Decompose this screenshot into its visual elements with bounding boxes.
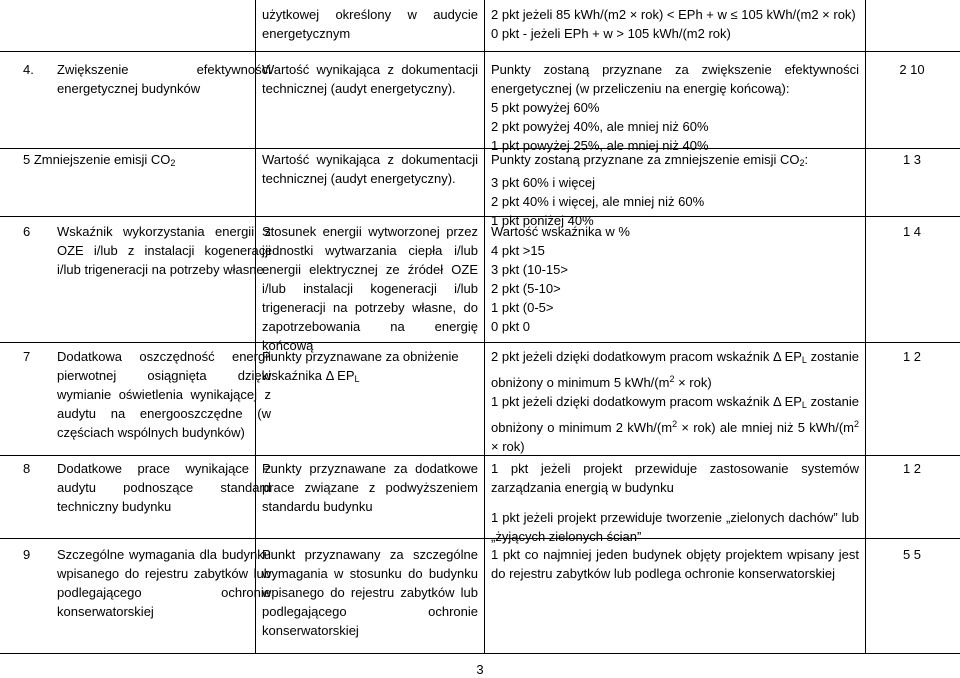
row-divider	[0, 342, 960, 343]
scoring-rules	[491, 347, 859, 456]
criterion-number: 8	[23, 461, 31, 476]
scoring-rules	[491, 545, 859, 583]
points-range: 1 3	[902, 152, 922, 167]
points-range: 1 4	[902, 224, 922, 239]
criterion-number: 9	[23, 547, 31, 562]
criterion-number: 5	[23, 152, 31, 167]
column-divider	[865, 0, 866, 653]
scoring-line: 1 pkt jeżeli dzięki dodatkowym pracom wskaźnik Δ $EP_L$ zostanie obniżony o minimum 2 kWh/$(m^2 \times rok)$ ale mniej niż 5 kWh/$(m^2 \times rok)$	[491, 394, 859, 454]
column-divider	[484, 0, 485, 653]
criterion-title: Szczególne wymagania dla budynku wpisanego do rejestru zabytków lub podlegającego ochronie konserwatorskiej	[57, 547, 271, 619]
points-range: 5 5	[902, 547, 922, 562]
criterion-title: Zmniejszenie emisji $CO_2$	[33, 152, 176, 168]
scoring-line: 2 pkt powyżej 40%, ale mniej niż 60%	[491, 119, 709, 134]
scoring-line: Punkty zostaną przyznane za zwiększenie efektywności energetycznej (w przeliczeniu na energię końcową):	[491, 62, 859, 96]
scoring-line: 3 pkt (10-15>	[491, 262, 568, 277]
criterion-definition	[262, 222, 478, 355]
scoring-rules	[491, 222, 859, 336]
points-range: 1 2	[902, 349, 922, 364]
criterion-number: 4.	[23, 62, 34, 77]
scoring-line: 2 pkt (5-10>	[491, 281, 561, 296]
scoring-line: Wartość wskaźnika w %	[491, 224, 630, 239]
scoring-rules	[491, 5, 859, 43]
criterion-name	[23, 150, 253, 173]
criterion-number: 7	[23, 349, 31, 364]
definition-text: Punkty przyznawane za dodatkowe prace związane z podwyższeniem standardu budynku	[262, 461, 478, 514]
scoring-line: 4 pkt >15	[491, 243, 545, 258]
definition-text: Wartość wynikająca z dokumentacji technicznej (audyt energetyczny).	[262, 152, 478, 186]
scoring-line: 1 pkt co najmniej jeden budynek objęty projektem wpisany jest do rejestru zabytków lub podlega ochronie konserwatorskiej	[491, 547, 859, 581]
criterion-definition	[262, 459, 478, 516]
scoring-line: Punkty zostaną przyznane za zmniejszenie emisji $CO_2$:	[491, 152, 809, 168]
scoring-line: 1 pkt (0-5>	[491, 300, 554, 315]
criterion-title: Wskaźnik wykorzystania energii z OZE i/lub z instalacji kogeneracji i/lub trigeneracji na potrzeby własne	[57, 224, 271, 277]
criterion-definition	[262, 5, 478, 43]
scoring-line: 1 pkt jeżeli projekt przewiduje zastosowanie systemów zarządzania energią w budynku	[491, 461, 859, 495]
scoring-line: 5 pkt powyżej 60%	[491, 100, 600, 115]
scoring-rules	[491, 459, 859, 546]
page-number: 3	[476, 662, 484, 677]
criterion-title: Dodatkowe prace wynikające z audytu podnoszące standard techniczny budynku	[57, 461, 271, 514]
row-divider	[0, 653, 960, 654]
scoring-line: 0 pkt - jeżeli EPh + w > 105 kWh/(m2 rok)	[491, 26, 731, 41]
definition-text: Wartość wynikająca z dokumentacji technicznej (audyt energetyczny).	[262, 62, 478, 96]
scoring-line: 1 pkt poniżej 40%	[491, 213, 594, 228]
criterion-title: Dodatkowa oszczędność energii pierwotnej osiągnięta dzięki wymianie oświetlenia wynikającej z audytu na energooszczędne (w częściach wspólnych budynków)	[57, 349, 271, 440]
scoring-line: 1 pkt powyżej 25%, ale mniej niż 40%	[491, 138, 709, 153]
definition-text: Punkt przyznawany za szczególne wymagania w stosunku do budynku wpisanego do rejestru zabytków lub podlegającego ochronie konserwatorskiej	[262, 547, 478, 638]
points-range: 2 10	[899, 62, 925, 77]
criterion-definition	[262, 60, 478, 98]
scoring-line: 3 pkt 60% i więcej	[491, 175, 596, 190]
scoring-rules	[491, 150, 859, 230]
scoring-line: 2 pkt jeżeli 85 kWh/(m2 × rok) < EPh + w ≤ 105 kWh/(m2 × rok)	[491, 7, 856, 22]
criterion-title: Zwiększenie efektywności energetycznej budynków	[57, 62, 271, 96]
scoring-line: 2 pkt jeżeli dzięki dodatkowym pracom wskaźnik Δ $EP_L$ zostanie obniżony o minimum 5 kWh/$(m^2 \times rok)$	[491, 349, 859, 390]
criterion-definition	[262, 347, 478, 389]
definition-text: Stosunek energii wytworzonej przez jednostki wytwarzania ciepła i/lub energii elektrycznej ze źródeł OZE i/lub instalacji kogeneracji i/lub trigeneracji na potrzeby własne, do zapotrzebowania na energię końcową	[262, 224, 478, 353]
criterion-definition	[262, 150, 478, 188]
scoring-rules	[491, 60, 859, 155]
row-divider	[0, 51, 960, 52]
points-range: 1 2	[902, 461, 922, 476]
definition-text: Punkty przyznawane za obniżenie wskaźnika Δ $EP_L$	[262, 349, 459, 384]
criterion-definition	[262, 545, 478, 640]
definition-text: użytkowej określony w audycie energetycznym	[262, 7, 478, 41]
scoring-line: 0 pkt 0	[491, 319, 531, 334]
scoring-line: 1 pkt jeżeli projekt przewiduje tworzenie „zielonych dachów” lub „żyjących zielonych ścian”	[491, 510, 859, 544]
scoring-line: 2 pkt 40% i więcej, ale mniej niż 60%	[491, 194, 705, 209]
criterion-number: 6	[23, 224, 31, 239]
